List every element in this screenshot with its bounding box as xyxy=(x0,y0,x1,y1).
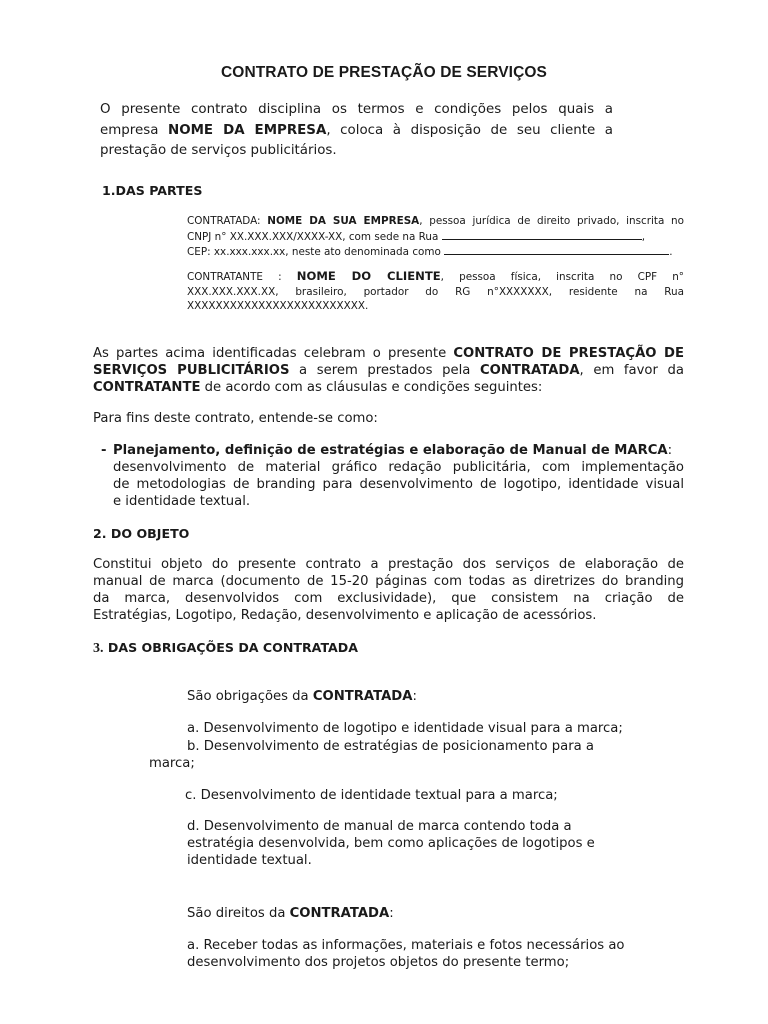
direitos-bold: CONTRATADA xyxy=(289,906,390,921)
contratada-label: CONTRATADA: xyxy=(187,215,268,227)
bullet-line-2: desenvolvimento de material gráfico redação publicitária, com implementação xyxy=(113,460,684,475)
obrigacao-b-line-1: b. Desenvolvimento de estratégias de posicionamento para a xyxy=(187,739,594,754)
contratada-line-1 xyxy=(187,214,684,229)
obrigacoes-colon: : xyxy=(412,689,417,704)
obrigacao-b-line-2: marca; xyxy=(149,756,195,771)
partes-text: de acordo com as cláusulas e condições seguintes: xyxy=(200,380,543,395)
company-name: NOME DA EMPRESA xyxy=(168,122,327,138)
direito-a xyxy=(187,937,625,971)
contratada-block xyxy=(187,214,684,260)
bullet-line-1 xyxy=(101,442,684,459)
punct: , xyxy=(641,230,646,243)
obrigacao-d xyxy=(187,818,595,869)
objeto-line-2: manual de marca (documento de 15-20 páginas com todas as diretrizes do branding xyxy=(93,574,684,589)
section-3-heading xyxy=(93,640,358,657)
contratante-name: NOME DO CLIENTE xyxy=(296,269,441,283)
contratada-text: CEP: xx.xxx.xxx.xx, neste ato denominada como xyxy=(187,246,441,258)
direitos-intro xyxy=(187,905,394,922)
bullet-line-4: e identidade textual. xyxy=(113,494,251,509)
intro-text: empresa xyxy=(100,122,169,138)
partes-paragraph xyxy=(93,345,684,396)
intro-paragraph xyxy=(100,100,613,162)
contratada-line-2 xyxy=(187,229,684,245)
direitos-colon: : xyxy=(389,906,394,921)
objeto-line-3: da marca, desenvolvidos com exclusividade), que consistem na criação de xyxy=(93,591,684,606)
bullet-item xyxy=(101,442,684,510)
intro-line-2 xyxy=(100,121,613,142)
blank-line xyxy=(442,229,642,240)
bullet-line-3: de metodologias de branding para desenvolvimento de logotipo, identidade visual xyxy=(113,477,684,492)
section-1-heading: 1.DAS PARTES xyxy=(102,183,203,198)
direitos-text: São direitos da xyxy=(187,906,290,921)
document-title: CONTRATO DE PRESTAÇÃO DE SERVIÇOS xyxy=(221,64,547,81)
partes-line-1 xyxy=(93,345,684,362)
section-3-title: DAS OBRIGAÇÕES DA CONTRATADA xyxy=(103,640,359,655)
contratante-text: , pessoa física, inscrita no CPF n° xyxy=(440,271,684,283)
bullet-colon: : xyxy=(667,443,673,458)
blank-line xyxy=(444,244,669,255)
bullet-dash: - xyxy=(101,443,107,458)
contratada-name: NOME DA SUA EMPRESA xyxy=(267,215,420,227)
contratante-line-2: XXX.XXX.XXX.XX, brasileiro, portador do RG n°XXXXXXX, residente na Rua xyxy=(187,285,684,298)
objeto-line-4: Estratégias, Logotipo, Redação, desenvolvimento e aplicação de acessórios. xyxy=(93,608,597,623)
obrigacoes-intro xyxy=(187,688,417,705)
contratante-line-1 xyxy=(187,269,684,285)
obrigacao-a: a. Desenvolvimento de logotipo e identidade visual para a marca; xyxy=(187,721,623,736)
contratante-block xyxy=(187,269,684,314)
direito-a-line-1: a. Receber todas as informações, materiais e fotos necessários ao xyxy=(187,938,625,953)
intro-line-1: O presente contrato disciplina os termos e condições pelos quais a xyxy=(100,102,613,117)
partes-bold: CONTRATO DE PRESTAÇÃO DE xyxy=(453,346,684,361)
contratante-label: CONTRATANTE : xyxy=(187,271,297,283)
partes-bold: CONTRATANTE xyxy=(93,380,201,395)
obrigacao-c: c. Desenvolvimento de identidade textual para a marca; xyxy=(185,788,558,803)
partes-line-3 xyxy=(93,379,684,396)
contratada-text: , pessoa jurídica de direito privado, inscrita no xyxy=(419,215,684,227)
obrigacoes-bold: CONTRATADA xyxy=(312,689,413,704)
fins-line: Para fins deste contrato, entende-se como: xyxy=(93,411,378,426)
direito-a-line-2: desenvolvimento dos projetos objetos do presente termo; xyxy=(187,955,570,970)
partes-bold: SERVIÇOS PUBLICITÁRIOS xyxy=(93,363,290,378)
objeto-paragraph xyxy=(93,556,684,624)
section-2-heading: 2. DO OBJETO xyxy=(93,526,190,541)
partes-text: a serem prestados pela xyxy=(289,363,480,378)
intro-text: , coloca à disposição de seu cliente a xyxy=(326,122,613,138)
obrigacao-d-line-2: estratégia desenvolvida, bem como aplicações de logotipos e xyxy=(187,836,595,851)
partes-line-2 xyxy=(93,362,684,379)
partes-bold: CONTRATADA xyxy=(479,363,580,378)
intro-line-3: prestação de serviços publicitários. xyxy=(100,143,337,158)
objeto-line-1: Constitui objeto do presente contrato a prestação dos serviços de elaboração de xyxy=(93,557,684,572)
obrigacao-d-line-1: d. Desenvolvimento de manual de marca contendo toda a xyxy=(187,819,572,834)
contratada-line-3 xyxy=(187,244,684,260)
partes-text: As partes acima identificadas celebram o presente xyxy=(93,346,454,361)
bullet-title: Planejamento, definição de estratégias e elaboração de Manual de MARCA xyxy=(113,443,668,458)
partes-text: , em favor da xyxy=(579,363,684,378)
contratante-line-3: XXXXXXXXXXXXXXXXXXXXXXXXX. xyxy=(187,300,369,312)
section-3-number: 3. xyxy=(93,641,104,656)
obrigacoes-text: São obrigações da xyxy=(187,689,313,704)
punct: . xyxy=(669,246,673,258)
contratada-text: CNPJ n° XX.XXX.XXX/XXXX-XX, com sede na Rua xyxy=(187,230,439,243)
obrigacao-d-line-3: identidade textual. xyxy=(187,853,312,868)
